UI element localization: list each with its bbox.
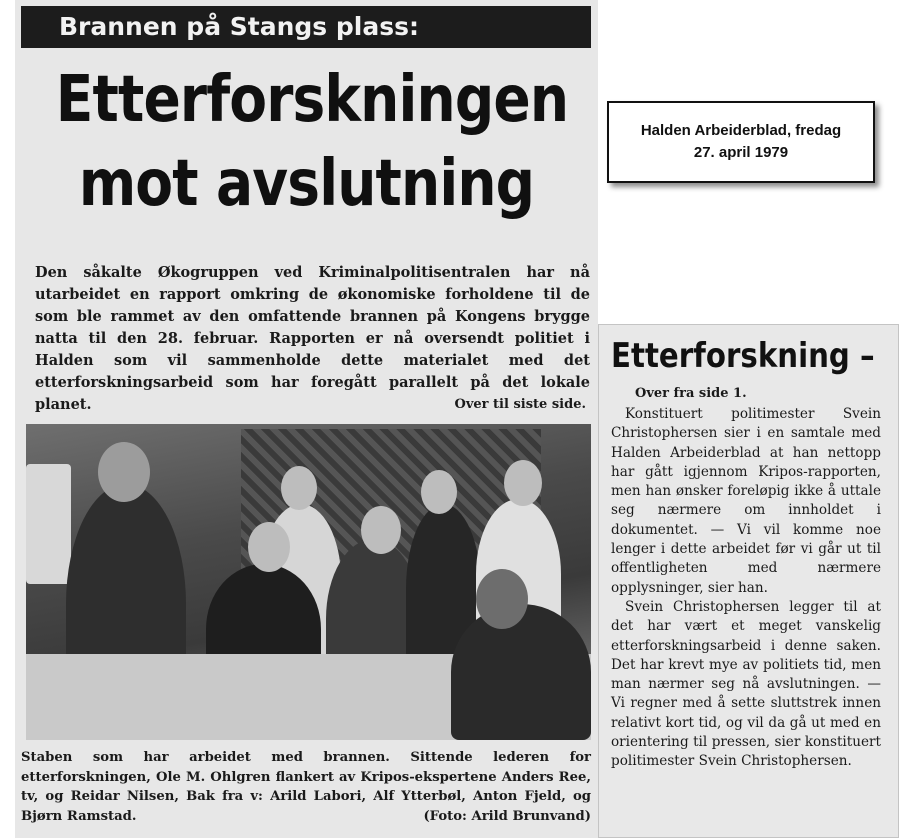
continuation-body xyxy=(611,405,881,772)
kicker-banner: Brannen på Stangs plass: xyxy=(21,6,591,48)
news-photo xyxy=(26,424,591,740)
continuation-paragraph-1: Konstituert politimester Svein Christophersen sier i en samtale med Halden Arbeiderblad at han nettopp har gått igjennom Kripos-rapporten, men han ønsker foreløpig ikke å uttale seg nærmere om innholdet i dokumentet. — Vi vil komme noe lenger i dette arbeidet før vi går ut til offentligheten med nærmere opplysninger, sier han. xyxy=(611,406,881,596)
person-head-shape xyxy=(476,569,528,629)
continuation-title: Etterforskning – xyxy=(611,336,875,376)
person-head-shape xyxy=(98,442,150,502)
person-head-shape xyxy=(504,460,542,506)
main-clipping xyxy=(15,0,598,838)
person-head-shape xyxy=(421,470,457,514)
continuation-clipping xyxy=(598,324,899,838)
photo-caption xyxy=(21,748,591,826)
lamp-shape xyxy=(26,464,71,584)
person-head-shape xyxy=(248,522,290,572)
caption-text: Staben som har arbeidet med brannen. Sittende lederen for etterforskningen, Ole M. Ohlgren flankert av Kripos-ekspertene Anders Ree, tv, og Reidar Nilsen, Bak fra v: Arild Labori, Alf Ytterbøl, Anton Fjeld, og Bjørn Ramstad. xyxy=(21,750,591,824)
person-shape xyxy=(451,604,591,740)
headline-line-1: Etterforskningen xyxy=(55,63,569,137)
person-head-shape xyxy=(361,506,401,554)
continued-note: Over til siste side. xyxy=(454,397,586,412)
headline-line-2: mot avslutning xyxy=(78,147,535,221)
person-head-shape xyxy=(281,466,317,510)
headline xyxy=(55,58,569,226)
source-date-box xyxy=(607,101,875,183)
continuation-subtitle: Over fra side 1. xyxy=(635,386,747,401)
source-line-2: 27. april 1979 xyxy=(693,144,789,161)
source-line-1: Halden Arbeiderblad, fredag xyxy=(640,122,842,139)
lead-paragraph: Den såkalte Økogruppen ved Kriminalpolitisentralen har nå utarbeidet en rapport omkring de økonomiske forholdene til de som ble rammet av den omfattende brannen på Kongens brygge natta til den 28. februar. Rapporten er nå oversendt politiet i Halden som vil sammenholde dette materialet med det etterforskningsarbeid som har foregått parallelt på det lokale planet. xyxy=(35,264,590,413)
photo-credit: (Foto: Arild Brunvand) xyxy=(423,808,591,824)
continuation-paragraph-2: Svein Christophersen legger til at det har vært et meget vanskelig etterforskningsarbeid i denne saken. Det har krevt mye av politiets tid, men man nærmer seg nå avslutningen. — Vi regner med å sette sluttstrek innen relativt kort tid, og vil da gå ut med en orientering til pressen, sier konstituert politimester Svein Christophersen. xyxy=(611,598,881,770)
